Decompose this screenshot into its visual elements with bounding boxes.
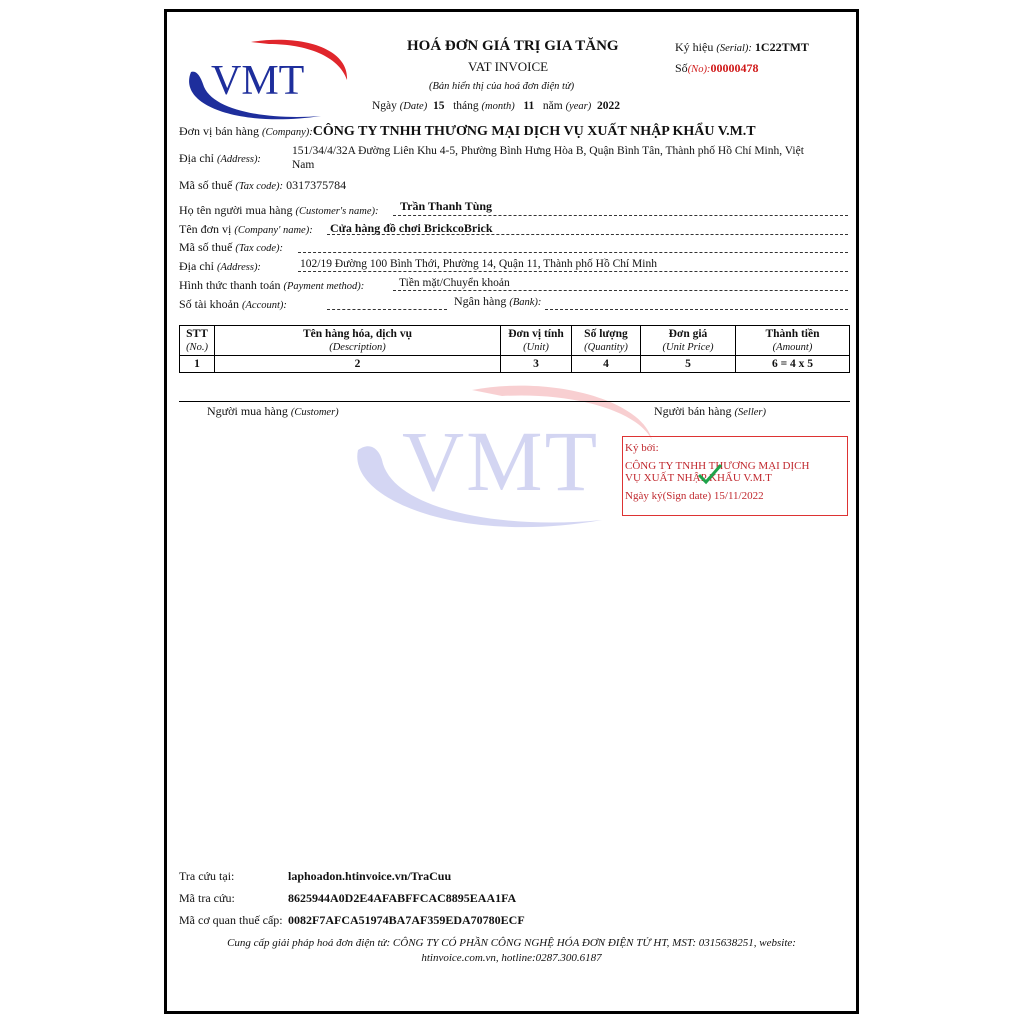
- invoice-date: [372, 100, 620, 112]
- day-label-en: (Date): [399, 101, 428, 112]
- buyer-company-label: Tên đơn vị: [179, 222, 232, 236]
- day-value: 15: [432, 100, 445, 112]
- lookup-code: 8625944A0D2E4AFABFFCAC8895EAA1FA: [288, 891, 517, 905]
- logo-text: VMT: [211, 58, 305, 104]
- signed-by-label: Ký bởi:: [625, 442, 659, 454]
- serial-field: [675, 40, 809, 55]
- seller-company-label-en: (Company):: [262, 127, 313, 138]
- buyer-address-label-en: (Address):: [217, 262, 261, 273]
- account-row: [179, 297, 287, 312]
- buyer-address: 102/19 Đường 100 Bình Thới, Phường 14, Quận 11, Thành phố Hồ Chí Minh: [300, 258, 657, 270]
- col-header-description: Tên hàng hóa, dịch vụ (Description): [215, 326, 501, 356]
- seller-signature-label: Người bán hàng (Seller): [654, 404, 767, 418]
- items-table: [179, 325, 850, 373]
- table-cell: 1: [180, 356, 215, 373]
- table-cell: 6 = 4 x 5: [736, 356, 850, 373]
- seller-tax-row: [179, 178, 346, 193]
- invoice-title: HOÁ ĐƠN GIÁ TRỊ GIA TĂNG: [407, 38, 619, 54]
- lookup-code-label: Mã tra cứu:: [179, 891, 235, 905]
- day-label: Ngày: [372, 100, 397, 112]
- invoice-number: 00000478: [710, 61, 759, 75]
- seller-address-label-row: [179, 151, 261, 166]
- month-label: tháng: [453, 100, 479, 112]
- bank-row: [454, 294, 541, 309]
- invoice-subtitle: VAT INVOICE: [468, 59, 549, 74]
- buyer-tax-row: [179, 240, 283, 255]
- buyer-tax-label-en: (Tax code):: [235, 243, 284, 254]
- bank-label: Ngân hàng: [454, 294, 507, 308]
- serial-label: Ký hiệu: [675, 40, 714, 54]
- bank-line: [545, 309, 848, 310]
- payment-row: [179, 278, 364, 293]
- buyer-tax-label: Mã số thuế: [179, 240, 233, 254]
- table-cell: 2: [215, 356, 501, 373]
- lookup-label: Tra cứu tại:: [179, 869, 235, 883]
- year-value: 2022: [596, 100, 620, 112]
- col-header-quantity: Số lượng (Quantity): [572, 326, 641, 356]
- month-value: 11: [523, 100, 535, 112]
- seller-company-row: [179, 124, 756, 140]
- provider-line2: htinvoice.com.vn, hotline:0287.300.6187: [421, 952, 602, 964]
- account-label-en: (Account):: [242, 300, 287, 311]
- buyer-company: Cửa hàng đồ chơi BrickcoBrick: [330, 221, 493, 235]
- buyer-tax-line: [298, 252, 848, 253]
- payment-line: [393, 290, 848, 291]
- serial-label-en: (Serial):: [716, 43, 752, 54]
- seller-address-line2: Nam: [292, 159, 315, 171]
- col-header-no: STT (No.): [180, 326, 215, 356]
- buyer-name-line: [393, 215, 848, 216]
- lookup-url[interactable]: laphoadon.htinvoice.vn/TraCuu: [288, 869, 452, 883]
- table-end-rule: [179, 401, 850, 402]
- col-header-unit-price: Đơn giá (Unit Price): [641, 326, 736, 356]
- buyer-address-line: [298, 271, 848, 272]
- table-cell: 4: [572, 356, 641, 373]
- payment-label-en: (Payment method):: [283, 281, 365, 292]
- signed-by-line1: CÔNG TY TNHH THƯƠNG MẠI DỊCH: [625, 460, 810, 472]
- vmt-watermark: [352, 380, 662, 540]
- seller-tax-label-en: (Tax code):: [235, 181, 284, 192]
- signed-by-line2: VỤ XUẤT NHẬP KHẨU V.M.T: [625, 472, 772, 484]
- seller-address-label: Địa chỉ: [179, 151, 214, 165]
- table-cell: 3: [501, 356, 572, 373]
- checkmark-icon: [697, 463, 723, 485]
- col-header-unit: Đơn vị tính (Unit): [501, 326, 572, 356]
- buyer-name-label-en: (Customer's name):: [295, 206, 379, 217]
- year-label: năm: [542, 100, 563, 112]
- buyer-address-label: Địa chỉ: [179, 259, 214, 273]
- account-label: Số tài khoản: [179, 297, 239, 311]
- bank-label-en: (Bank):: [509, 297, 542, 308]
- buyer-company-row: [179, 222, 313, 237]
- buyer-company-label-en: (Company' name):: [234, 225, 313, 236]
- buyer-address-row: [179, 259, 261, 274]
- payment-method: Tiền mặt/Chuyển khoản: [399, 277, 510, 289]
- buyer-name-row: [179, 203, 379, 218]
- invoice-page: [164, 9, 859, 1014]
- buyer-name: Trần Thanh Tùng: [400, 199, 493, 213]
- seller-tax-code: 0317375784: [286, 178, 347, 192]
- year-label-en: (year): [565, 101, 592, 112]
- month-label-en: (month): [481, 101, 515, 112]
- provider-line1: Cung cấp giải pháp hoá đơn điện tử: CÔNG TY CÓ PHẦN CÔNG NGHỆ HÓA ĐƠN ĐIỆN TỬ HT, MST: 0315638251, website:: [227, 937, 796, 949]
- authority-code: 0082F7AFCA51974BA7AF359EDA70780ECF: [288, 913, 525, 927]
- customer-signature-label: Người mua hàng (Customer): [207, 404, 339, 418]
- table-index-row: [180, 356, 850, 373]
- seller-address-label-en: (Address):: [217, 154, 261, 165]
- invoice-note: (Bản hiển thị của hoá đơn điện tử): [429, 81, 575, 92]
- watermark-text: VMT: [402, 413, 600, 509]
- buyer-name-label: Họ tên người mua hàng: [179, 203, 293, 217]
- no-label: Số: [675, 61, 688, 75]
- serial-value: 1C22TMT: [754, 40, 809, 54]
- authority-code-label: Mã cơ quan thuế cấp:: [179, 913, 283, 927]
- payment-label: Hình thức thanh toán: [179, 278, 281, 292]
- sign-date-row: Ngày ký(Sign date) 15/11/2022: [625, 490, 764, 502]
- seller-tax-label: Mã số thuế: [179, 178, 233, 192]
- no-label-en: (No):: [687, 64, 711, 75]
- account-line: [327, 309, 447, 310]
- digital-signature-box: [622, 436, 848, 516]
- invoice-number-field: [675, 61, 758, 76]
- seller-company: CÔNG TY TNHH THƯƠNG MẠI DỊCH VỤ XUẤT NHẬP KHẨU V.M.T: [312, 124, 756, 139]
- seller-address-line1: 151/34/4/32A Đường Liên Khu 4-5, Phường Bình Hưng Hòa B, Quận Bình Tân, Thành phố Hồ Chí Minh, Việt: [292, 145, 804, 157]
- seller-company-label: Đơn vị bán hàng: [179, 124, 259, 138]
- table-cell: 5: [641, 356, 736, 373]
- vmt-logo: [181, 36, 351, 124]
- table-header-row: [180, 326, 850, 356]
- col-header-amount: Thành tiền (Amount): [736, 326, 850, 356]
- buyer-company-line: [327, 234, 848, 235]
